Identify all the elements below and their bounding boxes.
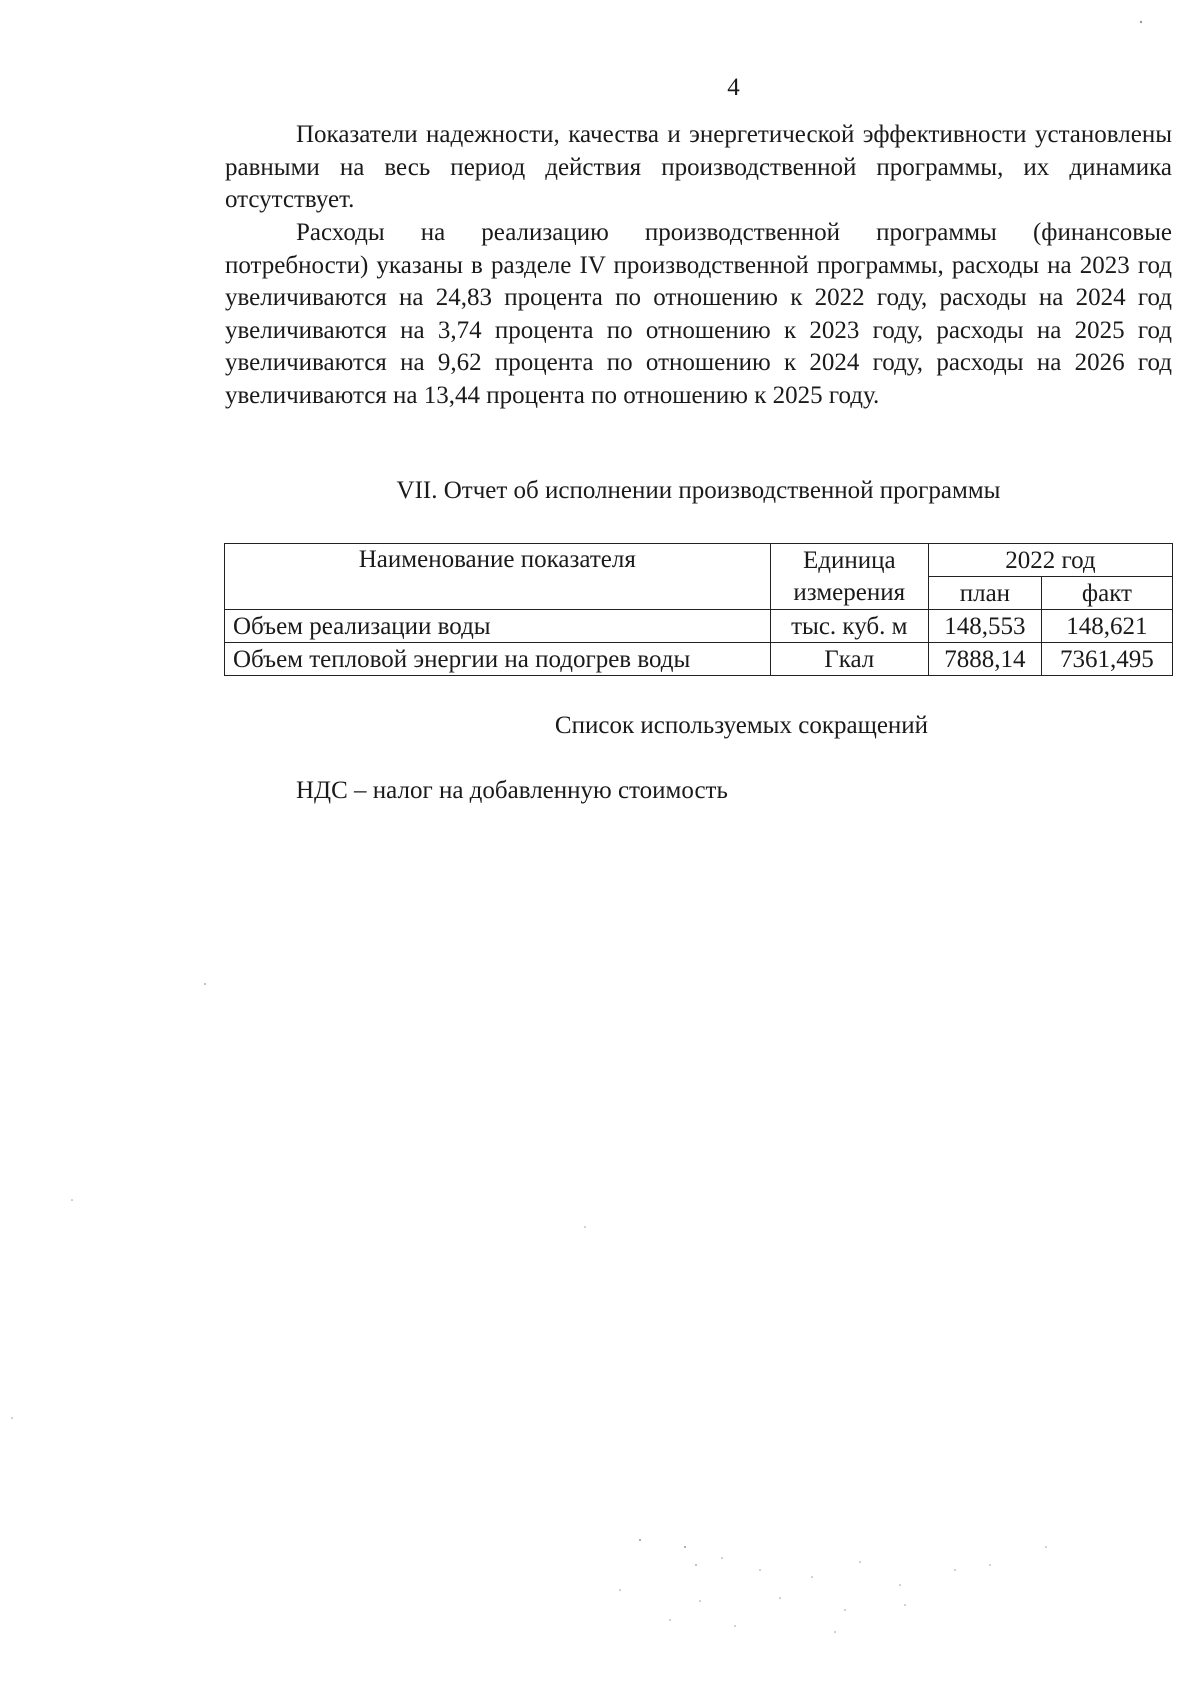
row-unit-cell: тыс. куб. м [770, 610, 928, 643]
column-header-unit-line1: Единица [770, 544, 928, 577]
paragraph-text: Показатели надежности, качества и энергетической эффективности установлены равными на весь период действия производственной программы, их динамика отсутствует. [225, 121, 1172, 213]
column-header-fact: факт [1041, 577, 1172, 610]
row-fact-cell: 7361,495 [1041, 643, 1172, 676]
row-unit-cell: Гкал [770, 643, 928, 676]
paragraph-expenses [225, 217, 1172, 412]
row-plan-cell: 7888,14 [928, 643, 1041, 676]
row-plan-cell: 148,553 [928, 610, 1041, 643]
paragraph-indicators [225, 119, 1172, 217]
row-name-cell: Объем тепловой энергии на подогрев воды [225, 643, 771, 676]
column-header-plan: план [928, 577, 1041, 610]
abbreviations-heading: Список используемых сокращений [554, 712, 929, 739]
row-fact-cell: 148,621 [1041, 610, 1172, 643]
table-row [225, 610, 1173, 643]
page-number: 4 [727, 74, 740, 101]
paragraph-text: Расходы на реализацию производственной программы (финансовые потребности) указаны в разделе IV производственной программы, расходы на 2023 год увеличиваются на 24,83 процента по отношению к 2022 году, расходы на 2024 год увеличиваются на 3,74 процента по отношению к 2023 году, расходы на 2025 год увеличиваются на 9,62 процента по отношению к 2024 году, расходы на 2026 год увеличиваются на 13,44 процента по отношению к 2025 году. [225, 219, 1172, 409]
column-header-unit-line2: измерения [770, 577, 928, 610]
column-header-name: Наименование показателя [225, 544, 771, 610]
table-row [225, 643, 1173, 676]
table-header-row [225, 544, 1173, 577]
report-table [224, 543, 1173, 676]
row-name-cell: Объем реализации воды [225, 610, 771, 643]
abbreviation-item: НДС – налог на добавленную стоимость [296, 777, 728, 804]
column-header-year: 2022 год [928, 544, 1172, 577]
section-heading: VII. Отчет об исполнении производственной программы [396, 477, 1001, 504]
